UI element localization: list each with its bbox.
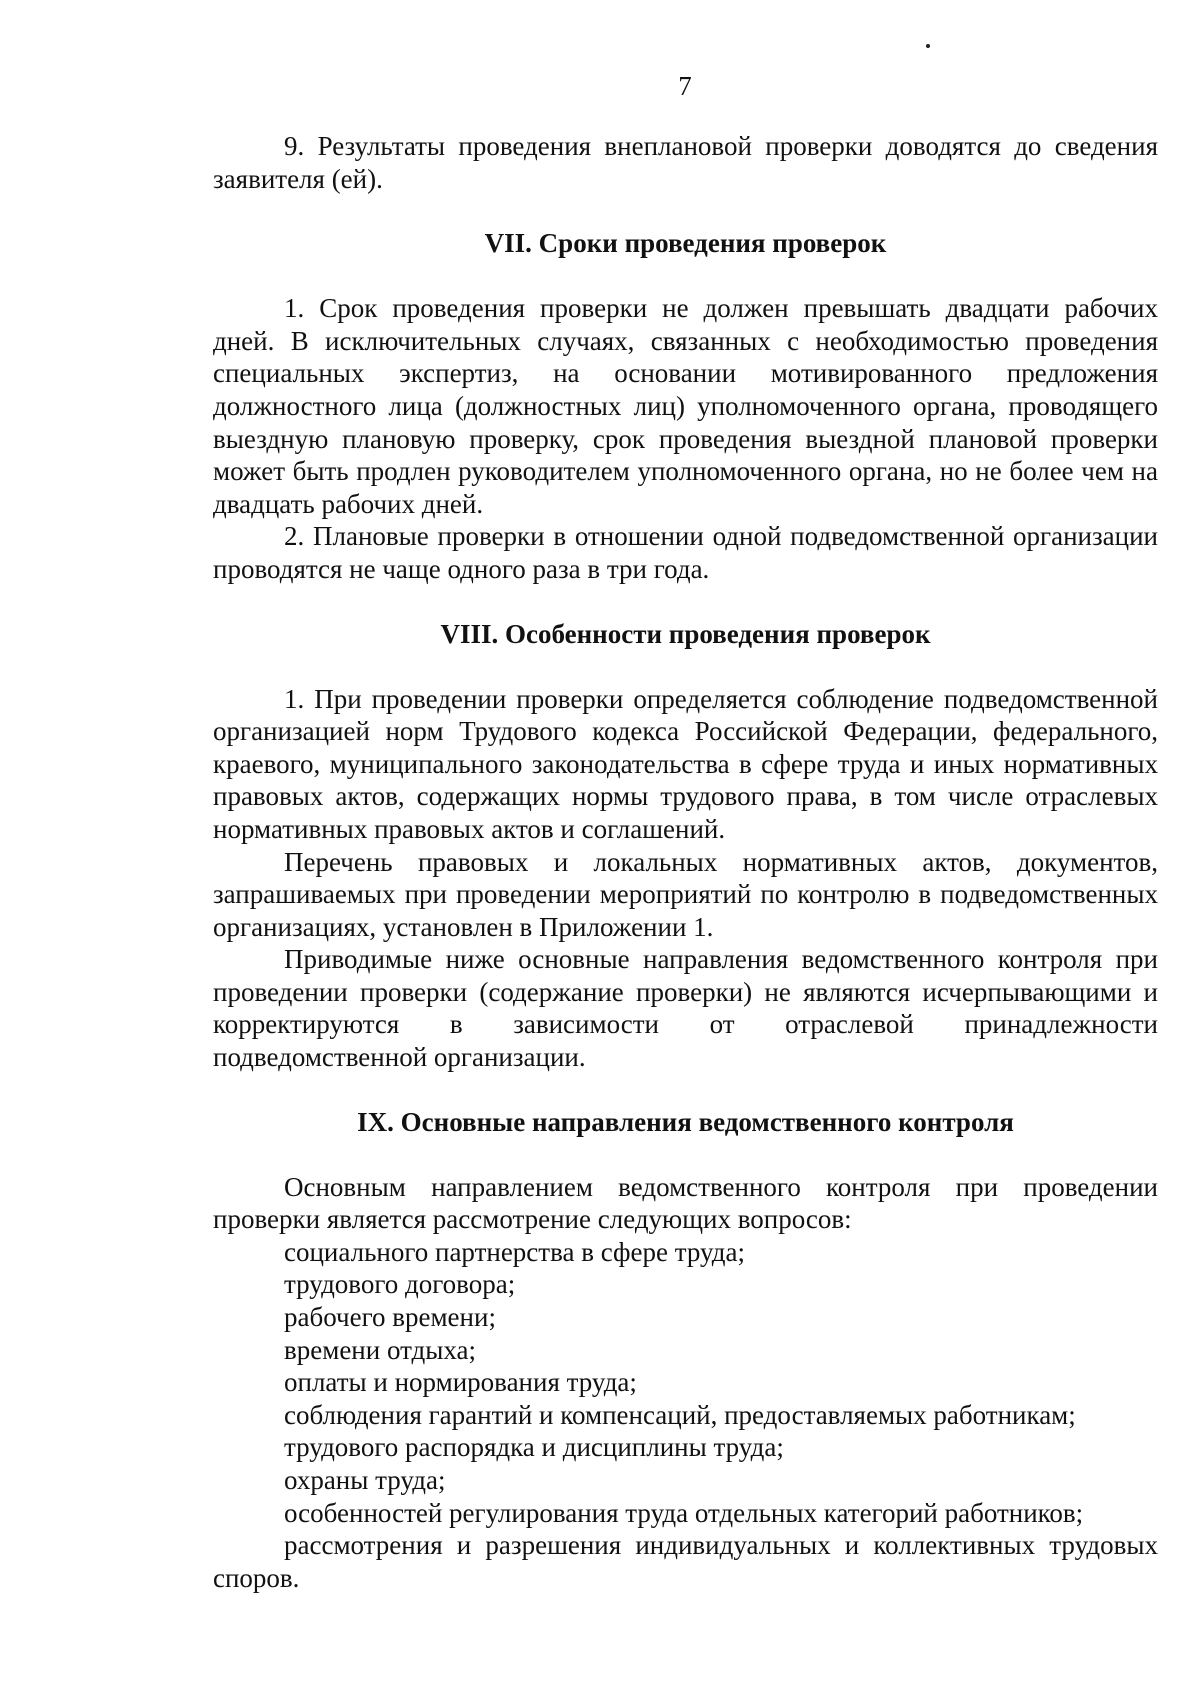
- document-body: [213, 130, 1158, 1594]
- paragraph-9: 9. Результаты проведения внеплановой проверки доводятся до сведения заявителя (ей).: [213, 131, 1158, 194]
- section-heading-ix: IX. Основные направления ведомственного контроля: [357, 1106, 1014, 1137]
- section-heading-viii: VIII. Особенности проведения проверок: [440, 618, 931, 649]
- section-viii-paragraph-3: Приводимые ниже основные направления ведомственного контроля при проведении проверки (содержание проверки) не являются исчерпывающими и корректируются в зависимости от отраслевой принадлежности подведомственной организации.: [213, 944, 1158, 1073]
- list-item: особенностей регулирования труда отдельных категорий работников;: [284, 1497, 1084, 1528]
- section-viii-paragraph-1: 1. При проведении проверки определяется соблюдение подведомственной организацией норм Трудового кодекса Российской Федерации, федерального, краевого, муниципального законодательства в сфере труда и иных нормативных правовых актов, содержащих нормы трудового права, в том числе отраслевых нормативных правовых актов и соглашений.: [213, 683, 1158, 844]
- list-item: времени отдыха;: [284, 1334, 477, 1365]
- list-item: оплаты и нормирования труда;: [284, 1367, 637, 1398]
- page-number: 7: [678, 71, 692, 101]
- section-vii-paragraph-2: 2. Плановые проверки в отношении одной подведомственной организации проводятся не чаще одного раза в три года.: [213, 521, 1158, 584]
- list-item: трудового распорядка и дисциплины труда;: [284, 1432, 784, 1463]
- scan-dot-mark: [926, 44, 930, 48]
- section-heading-vii: VII. Сроки проведения проверок: [484, 228, 887, 259]
- list-item: охраны труда;: [284, 1465, 446, 1495]
- list-item-last: рассмотрения и разрешения индивидуальных и коллективных трудовых споров.: [213, 1530, 1158, 1593]
- list-item: трудового договора;: [284, 1269, 516, 1300]
- list-item: рабочего времени;: [284, 1302, 496, 1333]
- list-item: социального партнерства в сфере труда;: [284, 1236, 746, 1267]
- section-ix-intro: Основным направлением ведомственного контроля при проведении проверки является рассмотрение следующих вопросов:: [213, 1171, 1158, 1235]
- section-viii-paragraph-2: Перечень правовых и локальных нормативных актов, документов, запрашиваемых при проведении мероприятий по контролю в подведомственных организациях, установлен в Приложении 1.: [213, 846, 1158, 942]
- section-vii-paragraph-1: 1. Срок проведения проверки не должен превышать двадцати рабочих дней. В исключительных случаях, связанных с необходимостью проведения специальных экспертиз, на основании мотивированного предложения должностного лица (должностных лиц) уполномоченного органа, проводящего выездную плановую проверку, срок проведения выездной плановой проверки может быть продлен руководителем уполномоченного органа, но не более чем на двадцать рабочих дней.: [213, 293, 1158, 519]
- list-item: соблюдения гарантий и компенсаций, предоставляемых работникам;: [284, 1399, 1076, 1430]
- section-ix-list: [213, 1236, 1158, 1595]
